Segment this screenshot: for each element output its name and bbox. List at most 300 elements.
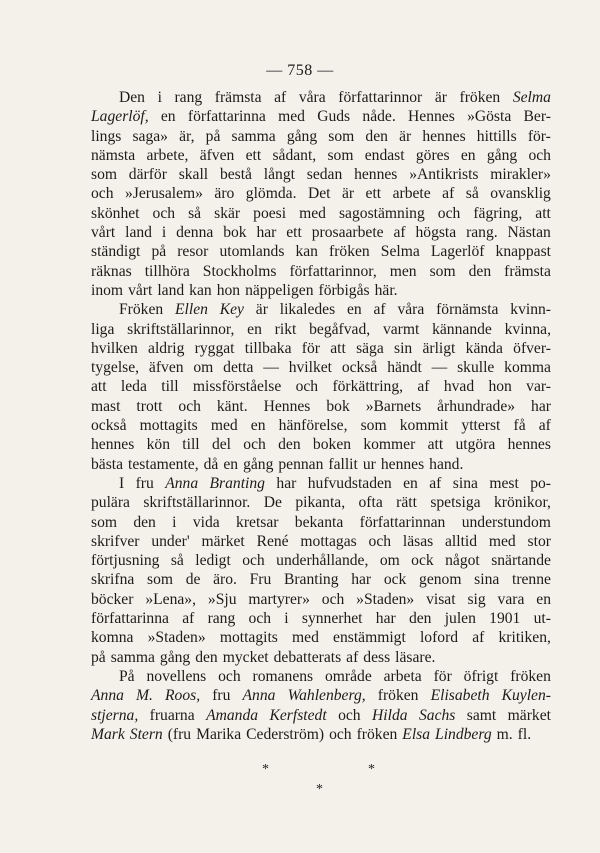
word: ofta bbox=[358, 494, 383, 512]
word: land bbox=[157, 281, 185, 299]
word: trenne bbox=[511, 571, 551, 589]
word: Branting bbox=[283, 571, 339, 589]
text-line bbox=[91, 725, 551, 744]
word: rikt bbox=[274, 320, 297, 338]
word: Mark bbox=[91, 725, 125, 743]
text-line bbox=[91, 455, 551, 474]
word: af bbox=[393, 224, 406, 242]
word: af bbox=[417, 378, 430, 396]
word: en bbox=[247, 320, 262, 338]
text-line bbox=[91, 706, 551, 725]
word: arbete bbox=[392, 185, 431, 203]
text-line bbox=[91, 416, 551, 435]
word: gång bbox=[286, 127, 318, 145]
paragraph bbox=[91, 88, 551, 300]
word: af bbox=[429, 474, 442, 492]
word: krönikor, bbox=[493, 494, 551, 512]
word: — bbox=[431, 359, 448, 377]
paragraph bbox=[91, 300, 551, 474]
word: förkättring, bbox=[332, 378, 404, 396]
text-line bbox=[91, 107, 551, 126]
word: men bbox=[389, 262, 417, 280]
word: som bbox=[328, 127, 355, 145]
word: att bbox=[427, 436, 444, 454]
text-line bbox=[91, 204, 551, 223]
word: och bbox=[248, 610, 272, 628]
word: kritiken, bbox=[498, 629, 551, 647]
word: näppeligen bbox=[245, 281, 314, 299]
word: Stern bbox=[129, 725, 163, 743]
word: skriftställarinnor, bbox=[127, 320, 235, 338]
word: och bbox=[242, 552, 265, 570]
word: Anna bbox=[91, 687, 124, 705]
word: nåde. bbox=[362, 108, 396, 126]
word: resor bbox=[177, 243, 209, 261]
word: på bbox=[205, 127, 221, 145]
word: snärtande bbox=[491, 552, 551, 570]
text-line bbox=[91, 358, 551, 377]
word: Stockholms bbox=[202, 262, 277, 280]
word: René bbox=[256, 532, 289, 550]
word: debatterats bbox=[273, 648, 342, 666]
page-number: — 758 — bbox=[266, 62, 334, 79]
text-line bbox=[91, 667, 551, 686]
word: sagostämning bbox=[338, 204, 425, 222]
word: pikanta, bbox=[295, 494, 346, 512]
word: äfven bbox=[148, 359, 184, 377]
word: boken bbox=[312, 436, 352, 454]
word: novellens bbox=[146, 667, 207, 685]
word: Guds bbox=[317, 108, 351, 126]
word: Selma bbox=[380, 243, 420, 261]
word: fallit bbox=[328, 455, 358, 473]
text-line bbox=[91, 532, 551, 551]
word: till bbox=[182, 436, 200, 454]
word: »Barnets bbox=[365, 397, 422, 415]
word: M. bbox=[136, 687, 153, 705]
word: äro bbox=[214, 185, 235, 203]
word: po- bbox=[530, 474, 551, 492]
word: mycket bbox=[222, 648, 269, 666]
word: är bbox=[255, 301, 268, 319]
word: likaledes bbox=[279, 301, 336, 319]
word: varmt bbox=[382, 320, 420, 338]
word: kännande bbox=[432, 320, 492, 338]
word: rang bbox=[174, 89, 203, 106]
word: böcker bbox=[91, 590, 134, 608]
word: inom bbox=[91, 281, 124, 299]
asterisk-left: * bbox=[262, 762, 269, 777]
word: hon bbox=[488, 378, 512, 396]
word: — bbox=[263, 359, 279, 377]
word: därför bbox=[128, 166, 167, 184]
word: var- bbox=[526, 378, 551, 396]
word: endast bbox=[364, 146, 405, 164]
word: vara bbox=[497, 590, 525, 608]
word: tillbaka bbox=[244, 339, 292, 357]
word: af bbox=[346, 648, 359, 666]
word: julen bbox=[444, 610, 476, 628]
word: den bbox=[468, 262, 492, 280]
word: också bbox=[341, 359, 378, 377]
paragraph bbox=[91, 474, 551, 667]
word: med bbox=[299, 204, 326, 222]
word: glömda. bbox=[245, 185, 297, 203]
word: alltid bbox=[445, 532, 478, 550]
word: hennes bbox=[507, 436, 551, 454]
word: en bbox=[250, 417, 266, 435]
word: läsas bbox=[402, 532, 434, 550]
word: hittills bbox=[476, 127, 517, 145]
text-line bbox=[91, 551, 551, 570]
word: Key bbox=[219, 301, 244, 319]
word: fröken bbox=[459, 89, 501, 106]
word: kända bbox=[465, 339, 503, 357]
word: mottagits bbox=[219, 629, 278, 647]
word: Branting bbox=[209, 474, 265, 492]
word: tygelse, bbox=[91, 359, 140, 377]
word: märket bbox=[507, 706, 551, 724]
word: missförståelse bbox=[192, 378, 282, 396]
word: författarinna bbox=[91, 610, 169, 628]
word: stor bbox=[527, 532, 551, 550]
word: prosaarbete bbox=[311, 224, 384, 242]
word: Ber- bbox=[523, 108, 551, 126]
word: kommit bbox=[399, 417, 449, 435]
body-text bbox=[91, 88, 551, 744]
word: författarinna bbox=[187, 108, 266, 126]
word: hufvudstaden bbox=[307, 474, 392, 492]
text-line bbox=[91, 262, 551, 281]
word: fl. bbox=[517, 725, 532, 743]
word: tillhöra bbox=[144, 262, 190, 280]
word: ock bbox=[411, 552, 434, 570]
word: skönhet bbox=[91, 204, 140, 222]
word: Kerfstedt bbox=[269, 706, 327, 724]
word: Lindberg bbox=[435, 725, 492, 743]
word: säga bbox=[356, 339, 384, 357]
word: land bbox=[125, 224, 152, 242]
word: under' bbox=[151, 532, 190, 550]
word: Lagerlöf bbox=[430, 243, 485, 261]
word: samma bbox=[110, 648, 155, 666]
word: som bbox=[147, 571, 173, 589]
word: som bbox=[429, 262, 456, 280]
text-line bbox=[91, 628, 551, 647]
word: skriftställarinnor. bbox=[143, 494, 251, 512]
word: och bbox=[321, 590, 345, 608]
word: »Sju bbox=[207, 590, 237, 608]
word: händt bbox=[387, 359, 422, 377]
asterisk-center: * bbox=[316, 782, 323, 797]
word: mottagas bbox=[300, 532, 357, 550]
word: »Staden» bbox=[356, 590, 415, 608]
word: Amanda bbox=[206, 706, 259, 724]
word: aldrig bbox=[148, 339, 185, 357]
word: Hennes bbox=[263, 397, 311, 415]
word: synnerhet bbox=[301, 610, 363, 628]
word: och bbox=[329, 725, 352, 743]
word: »Gösta bbox=[467, 108, 512, 126]
word: af bbox=[373, 301, 386, 319]
word: som bbox=[360, 417, 387, 435]
word: och bbox=[338, 706, 361, 724]
word: del bbox=[211, 436, 231, 454]
word: den bbox=[408, 610, 432, 628]
word: kommer bbox=[363, 436, 416, 454]
text-line bbox=[91, 435, 551, 454]
word: af bbox=[538, 417, 551, 435]
word: fröken bbox=[329, 243, 370, 261]
word: förtjusning bbox=[91, 552, 160, 570]
asterisk-right: * bbox=[368, 762, 375, 777]
word: På bbox=[119, 667, 135, 685]
word: och bbox=[218, 667, 241, 685]
word: ständigt bbox=[91, 243, 141, 261]
word: fröken bbox=[377, 687, 419, 705]
word: underhållande, bbox=[276, 552, 369, 570]
word: samma bbox=[231, 127, 276, 145]
word: fägring, bbox=[473, 204, 523, 222]
word: våra bbox=[298, 89, 326, 106]
word: i bbox=[284, 610, 289, 628]
text-line bbox=[91, 320, 551, 339]
word: då bbox=[203, 455, 219, 473]
word: en bbox=[460, 146, 476, 164]
word: en bbox=[536, 590, 551, 608]
text-line bbox=[91, 88, 551, 107]
text-line bbox=[91, 127, 551, 146]
word: poesi bbox=[253, 204, 287, 222]
word: och bbox=[368, 532, 392, 550]
word: ärligt bbox=[422, 339, 456, 357]
word: Roos, bbox=[165, 687, 201, 705]
text-line bbox=[91, 590, 551, 609]
word: komna bbox=[91, 629, 134, 647]
word: begåfvad, bbox=[309, 320, 371, 338]
text-line bbox=[91, 609, 551, 628]
text-line bbox=[91, 570, 551, 589]
word: känt. bbox=[216, 397, 248, 415]
word: område bbox=[325, 667, 372, 685]
word: »Staden» bbox=[147, 629, 206, 647]
word: våra bbox=[397, 301, 425, 319]
text-line bbox=[91, 493, 551, 512]
word: skall bbox=[178, 166, 209, 184]
word: är bbox=[341, 185, 355, 203]
word: mirakler» bbox=[490, 166, 551, 184]
word: denna bbox=[176, 224, 214, 242]
word: äro. bbox=[213, 571, 237, 589]
word: äfven bbox=[199, 146, 235, 164]
text-line bbox=[91, 339, 551, 358]
word: Elsa bbox=[402, 725, 431, 743]
word: om bbox=[193, 359, 214, 377]
word: rätt bbox=[396, 494, 417, 512]
word: fröken bbox=[510, 667, 551, 685]
word: Fröken bbox=[119, 301, 164, 319]
word: Ellen bbox=[175, 301, 208, 319]
word: författarinnor, bbox=[289, 262, 377, 280]
word: bok bbox=[223, 224, 247, 242]
word: och bbox=[178, 397, 201, 415]
word: den bbox=[133, 513, 156, 531]
word: ett bbox=[245, 146, 262, 164]
word: på bbox=[151, 243, 167, 261]
word: om bbox=[379, 552, 400, 570]
paragraph bbox=[91, 667, 551, 744]
word: med bbox=[278, 108, 305, 126]
word: loford bbox=[419, 629, 459, 647]
word: spetsiga bbox=[430, 494, 481, 512]
word: i bbox=[157, 89, 162, 106]
word: kvinn- bbox=[510, 301, 551, 319]
word: fröken bbox=[356, 725, 398, 743]
word: af bbox=[182, 610, 195, 628]
word: liga bbox=[91, 320, 115, 338]
word: med bbox=[210, 417, 238, 435]
word: bok bbox=[326, 397, 350, 415]
word: Kuylen- bbox=[501, 687, 551, 705]
word: också bbox=[91, 417, 127, 435]
word: den bbox=[365, 127, 388, 145]
text-line bbox=[91, 165, 551, 184]
word: ock bbox=[383, 571, 407, 589]
word: detta bbox=[223, 359, 254, 377]
word: Anna bbox=[165, 474, 199, 492]
word: och bbox=[295, 378, 319, 396]
word: »Lena», bbox=[145, 590, 196, 608]
word: författarinnor bbox=[338, 89, 423, 106]
word: en bbox=[346, 301, 362, 319]
word: vida bbox=[192, 513, 220, 531]
word: att bbox=[535, 204, 551, 222]
word: skrifver bbox=[91, 532, 140, 550]
text-line bbox=[91, 184, 551, 203]
word: Hennes bbox=[408, 108, 455, 126]
word: hon bbox=[216, 281, 241, 299]
word: göres bbox=[415, 146, 450, 164]
text-line bbox=[91, 513, 551, 532]
word: ryggat bbox=[194, 339, 235, 357]
word: hennes bbox=[91, 436, 135, 454]
word: och bbox=[152, 204, 176, 222]
word: sedan bbox=[306, 166, 343, 184]
word: kan bbox=[189, 281, 212, 299]
word: läsare. bbox=[395, 648, 436, 666]
word: främsta bbox=[214, 89, 262, 106]
word: hvilken bbox=[91, 339, 138, 357]
word: Selma bbox=[512, 89, 551, 106]
word: gång bbox=[159, 648, 191, 666]
word: af bbox=[274, 89, 287, 106]
word: af bbox=[472, 629, 485, 647]
word: bekanta bbox=[294, 513, 344, 531]
word: vårt bbox=[91, 224, 116, 242]
word: testamente, bbox=[128, 455, 199, 473]
word: hennes bbox=[380, 455, 425, 473]
word: och bbox=[91, 185, 114, 203]
word: har bbox=[375, 610, 396, 628]
word: och bbox=[528, 146, 551, 164]
word: en bbox=[403, 474, 418, 492]
word: med bbox=[292, 629, 319, 647]
word: vårt bbox=[128, 281, 153, 299]
word: främsta bbox=[504, 262, 551, 280]
word: genom bbox=[419, 571, 462, 589]
word: så bbox=[188, 204, 202, 222]
text-line bbox=[91, 648, 551, 667]
word: Sachs bbox=[418, 706, 456, 724]
word: arbeta bbox=[383, 667, 422, 685]
word: så bbox=[465, 185, 479, 203]
word: kvinna, bbox=[504, 320, 551, 338]
word: till bbox=[161, 378, 179, 396]
word: för bbox=[301, 339, 320, 357]
word: ett bbox=[365, 185, 382, 203]
word: skulle bbox=[457, 359, 495, 377]
word: Marika bbox=[196, 725, 242, 743]
text-line bbox=[91, 300, 551, 319]
word: kön bbox=[146, 436, 170, 454]
word: något bbox=[445, 552, 480, 570]
word: leda bbox=[120, 378, 147, 396]
word: 1901 bbox=[489, 610, 521, 628]
word: räknas bbox=[91, 262, 132, 280]
word: för- bbox=[527, 127, 551, 145]
word: bästa bbox=[91, 455, 124, 473]
word: sina bbox=[452, 474, 478, 492]
word: m. bbox=[496, 725, 513, 743]
word: enstämmigt bbox=[333, 629, 406, 647]
word: samt bbox=[466, 706, 497, 724]
word: på bbox=[91, 648, 106, 666]
word: saga» bbox=[132, 127, 168, 145]
word: komma bbox=[504, 359, 551, 377]
word: i bbox=[161, 224, 167, 242]
text-line bbox=[91, 377, 551, 396]
text-line bbox=[91, 686, 551, 705]
word: nämsta bbox=[91, 146, 136, 164]
word: stjerna, bbox=[91, 706, 139, 724]
word: gång bbox=[243, 455, 274, 473]
word: Wahlenberg, bbox=[287, 687, 366, 705]
word: här. bbox=[374, 281, 398, 299]
word: hvilket bbox=[288, 359, 333, 377]
word: få bbox=[513, 417, 526, 435]
word: De bbox=[263, 494, 282, 512]
word: fru bbox=[212, 687, 231, 705]
word: »Jerusalem» bbox=[124, 185, 203, 203]
word: dess bbox=[363, 648, 391, 666]
word: Fru bbox=[249, 571, 272, 589]
word: de bbox=[185, 571, 201, 589]
word: har bbox=[256, 224, 277, 242]
word: martyrer» bbox=[248, 590, 310, 608]
word: romanens bbox=[252, 667, 314, 685]
word: i bbox=[172, 513, 177, 531]
word: att bbox=[330, 339, 346, 357]
word: ovansklig bbox=[490, 185, 551, 203]
word: och bbox=[437, 204, 461, 222]
word: sin bbox=[394, 339, 413, 357]
word: knappast bbox=[495, 243, 551, 261]
text-line bbox=[91, 146, 551, 165]
word: Elisabeth bbox=[430, 687, 490, 705]
word: och bbox=[243, 436, 266, 454]
word: fru bbox=[135, 474, 154, 492]
word: mottagits bbox=[139, 417, 198, 435]
